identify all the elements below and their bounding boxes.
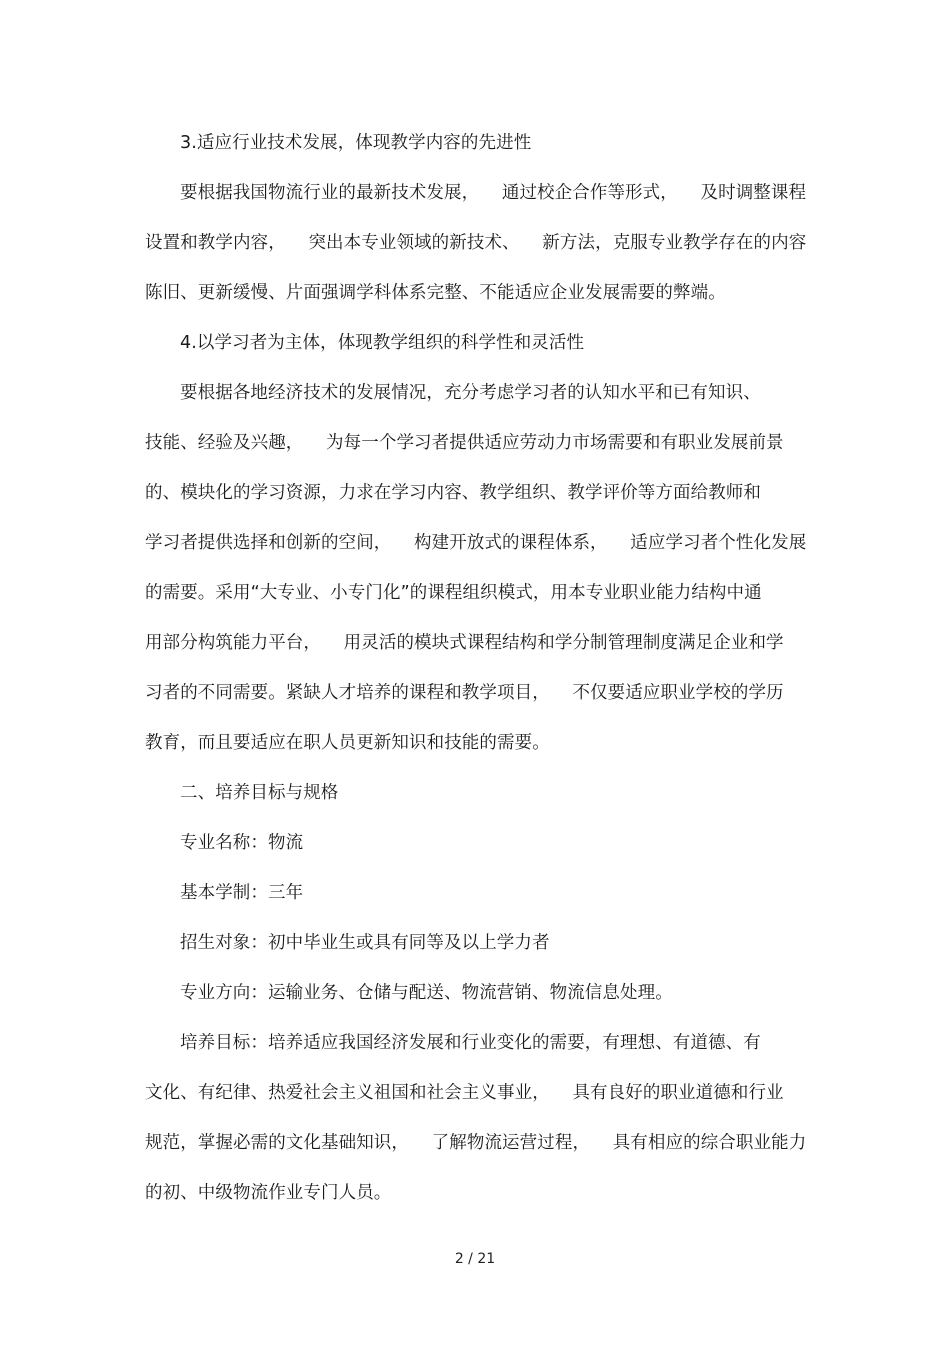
paragraph-line: 学习者提供选择和创新的空间， 构建开放式的课程体系， 适应学习者个性化发展	[145, 533, 807, 553]
paragraph-line: 文化、有纪律、热爱社会主义祖国和社会主义事业， 具有良好的职业道德和行业	[145, 1083, 784, 1103]
paragraph-line: 设置和教学内容， 突出本专业领域的新技术、 新方法，克服专业教学存在的内容	[145, 233, 807, 253]
heading-3: 3.适应行业技术发展，体现教学内容的先进性	[180, 133, 532, 153]
field-direction: 专业方向：运输业务、仓储与配送、物流营销、物流信息处理。	[180, 983, 673, 1003]
field-duration: 基本学制：三年	[180, 883, 304, 903]
paragraph-line: 教育，而且要适应在职人员更新知识和技能的需要。	[145, 733, 550, 753]
page-number: 2 / 21	[454, 1251, 496, 1267]
paragraph-line: 技能、经验及兴趣， 为每一个学习者提供适应劳动力市场需要和有职业发展前景	[145, 433, 784, 453]
paragraph-line: 的、模块化的学习资源，力求在学习内容、教学组织、教学评价等方面给教师和	[145, 483, 761, 503]
field-major-name: 专业名称：物流	[180, 833, 304, 853]
paragraph-line: 用部分构筑能力平台， 用灵活的模块式课程结构和学分制管理制度满足企业和学	[145, 633, 784, 653]
section-heading: 二、培养目标与规格	[180, 783, 339, 803]
field-enrollment: 招生对象：初中毕业生或具有同等及以上学力者	[180, 933, 550, 953]
paragraph-line: 要根据各地经济技术的发展情况，充分考虑学习者的认知水平和已有知识、	[180, 383, 761, 403]
paragraph-line: 陈旧、更新缓慢、片面强调学科体系完整、不能适应企业发展需要的弊端。	[145, 283, 726, 303]
paragraph-line: 要根据我国物流行业的最新技术发展， 通过校企合作等形式， 及时调整课程	[180, 183, 807, 203]
field-objective: 培养目标：培养适应我国经济发展和行业变化的需要，有理想、有道德、有	[180, 1033, 761, 1053]
paragraph-line: 的需要。采用“大专业、小专门化”的课程组织模式，用本专业职业能力结构中通	[145, 583, 762, 603]
paragraph-line: 规范，掌握必需的文化基础知识， 了解物流运营过程， 具有相应的综合职业能力	[145, 1133, 807, 1153]
heading-4: 4.以学习者为主体，体现教学组织的科学性和灵活性	[180, 333, 585, 353]
paragraph-line: 习者的不同需要。紧缺人才培养的课程和教学项目， 不仅要适应职业学校的学历	[145, 683, 784, 703]
paragraph-line: 的初、中级物流作业专门人员。	[145, 1183, 392, 1203]
